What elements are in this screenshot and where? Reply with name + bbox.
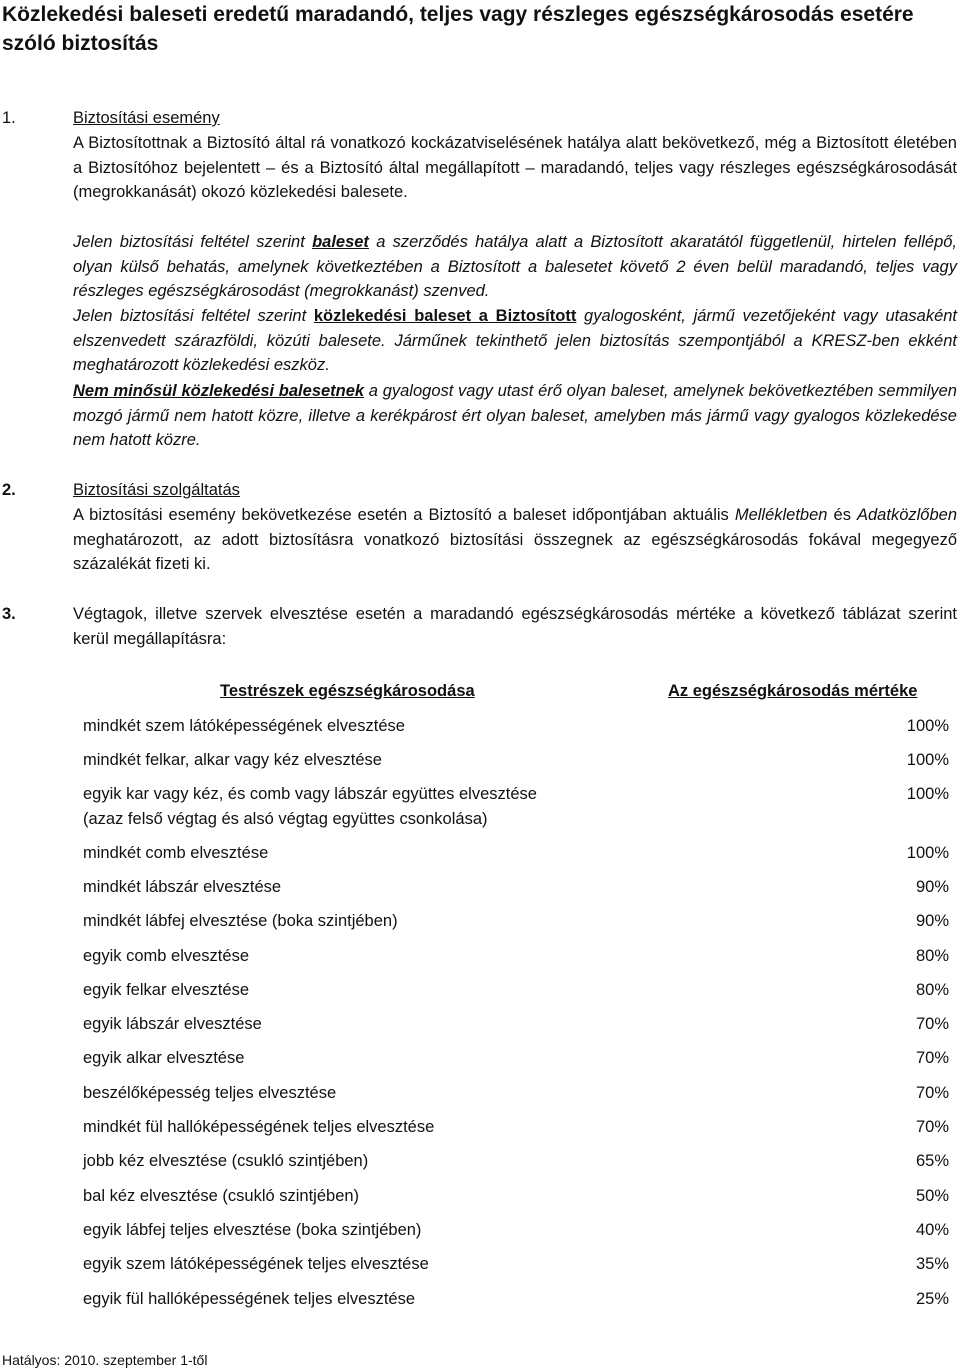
section-3-number: 3.	[2, 605, 16, 623]
section-1-number: 1.	[2, 109, 16, 127]
table-row	[83, 782, 949, 832]
row-label: egyik kar vagy kéz, és comb vagy lábszár együttes elvesztése	[83, 785, 537, 803]
section-1-paragraph-3	[73, 304, 957, 378]
row-label: mindkét szem látóképességének elvesztése	[83, 717, 405, 735]
row-value: 65%	[915, 1152, 949, 1170]
row-label: mindkét lábszár elvesztése	[83, 878, 282, 896]
p3-text-b: gyalogosként, jármű vezetőjeként vagy utasaként elszenvedett szárazföldi, közúti balesete.	[73, 307, 958, 350]
row-value: 100%	[906, 751, 949, 769]
row-label: egyik lábszár elvesztése	[83, 1015, 262, 1033]
p3-text-c: Járműnek tekinthető jelen biztosítás szempontjából a KRESZ-ben ekként meghatározott közlekedési eszköz.	[73, 331, 957, 375]
row-value: 70%	[915, 1049, 949, 1067]
section-2-number: 2.	[2, 481, 16, 499]
p4-text-b: a gyalogost vagy utast érő olyan baleset, amelynek bekövetkeztében semmilyen mozgó jármű nem hatott közre, illetve a kerékpárost ért olyan baleset, amelyben más jármű vagy gyalogos közlekedése nem hatott közre.	[73, 382, 957, 450]
row-value: 50%	[915, 1187, 949, 1205]
row-value: 80%	[915, 981, 949, 999]
p3-text-a: Jelen biztosítási feltétel szerint	[73, 307, 314, 325]
row-label: mindkét fül hallóképességének teljes elvesztése	[83, 1118, 435, 1136]
s2-text-c: meghatározott, az adott biztosításra vonatkozó biztosítási összegnek az egészségkárosodás fokával megegyező százalékát fizeti ki.	[73, 530, 957, 574]
table-header-degree: Az egészségkárosodás mértéke	[668, 682, 918, 700]
table-header-body-part: Testrészek egészségkárosodása	[220, 682, 475, 700]
row-value: 40%	[915, 1221, 949, 1239]
s2-adatkozlo: Adatközlőben	[857, 506, 957, 524]
row-label: beszélőképesség teljes elvesztése	[83, 1084, 337, 1102]
term-nem-minosul: Nem minősül közlekedési balesetnek	[73, 382, 365, 400]
row-label: egyik lábfej teljes elvesztése (boka szintjében)	[83, 1221, 422, 1239]
row-label: egyik comb elvesztése	[83, 947, 249, 965]
row-value: 100%	[906, 785, 949, 803]
page-title: Közlekedési baleseti eredetű maradandó, teljes vagy részleges egészségkárosodás esetére szóló biztosítás	[2, 3, 914, 55]
s2-melleklet: Mellékletben	[734, 506, 828, 524]
term-kozlekedesi-baleset: közlekedési baleset a Biztosított	[313, 307, 577, 325]
section-1-heading	[73, 106, 957, 131]
s2-text-b: és	[827, 506, 857, 524]
p2-text-a: Jelen biztosítási feltétel szerint	[73, 233, 313, 251]
row-label: jobb kéz elvesztése (csukló szintjében)	[83, 1152, 369, 1170]
section-2-heading	[73, 478, 957, 503]
row-label-continued: (azaz felső végtag és alsó végtag együttes csonkolása)	[83, 809, 488, 828]
row-label: mindkét lábfej elvesztése (boka szintjében)	[83, 912, 398, 930]
row-label: egyik felkar elvesztése	[83, 981, 249, 999]
section-3-paragraph: Végtagok, illetve szervek elvesztése esetén a maradandó egészségkárosodás mértéke a következő táblázat szerint kerül megállapításra:	[73, 605, 957, 648]
s2-text-a: A biztosítási esemény bekövetkezése esetén a Biztosító a baleset időpontjában aktuális	[73, 506, 735, 524]
row-value: 25%	[915, 1290, 949, 1308]
section-1-heading-text: Biztosítási esemény	[73, 109, 220, 127]
p2-text-b: a szerződés hatálya alatt a Biztosított akaratától függetlenül, hirtelen fellépő, olyan külső behatás, amelynek következtében a Biztosított a balesetet követő 2 éven belül maradandó, teljes vagy részleges egészségkárosodást (megrokkanást) szenved.	[73, 233, 958, 301]
row-value: 100%	[906, 717, 949, 735]
row-value: 70%	[915, 1118, 949, 1136]
section-1-paragraph-4	[73, 379, 957, 453]
section-2-heading-text: Biztosítási szolgáltatás	[73, 481, 240, 499]
row-label: bal kéz elvesztése (csukló szintjében)	[83, 1187, 360, 1205]
row-value: 90%	[915, 878, 949, 896]
row-label: egyik fül hallóképességének teljes elvesztése	[83, 1290, 416, 1308]
footer-effective-date: Hatályos: 2010. szeptember 1-től	[2, 1352, 208, 1368]
row-label: egyik alkar elvesztése	[83, 1049, 245, 1067]
section-1-paragraph-1: A Biztosítottnak a Biztosító által rá vonatkozó kockázatviselésének hatálya alatt bekövetkező, még a Biztosított életében a Biztosítóhoz bejelentett – és a Biztosító által megállapított – maradandó, teljes vagy részleges egészségkárosodását (megrokkanását) okozó közlekedési balesete.	[73, 134, 957, 202]
row-value: 35%	[915, 1255, 949, 1273]
row-value: 100%	[906, 844, 949, 862]
row-value: 70%	[915, 1084, 949, 1102]
term-baleset: baleset	[312, 233, 369, 251]
row-label: mindkét comb elvesztése	[83, 844, 269, 862]
row-label: mindkét felkar, alkar vagy kéz elvesztése	[83, 751, 382, 769]
row-value: 70%	[915, 1015, 949, 1033]
row-value: 80%	[915, 947, 949, 965]
section-1-paragraph-2	[73, 230, 957, 304]
row-value: 90%	[915, 912, 949, 930]
section-2-paragraph	[73, 503, 957, 577]
row-label: egyik szem látóképességének teljes elvesztése	[83, 1255, 429, 1273]
